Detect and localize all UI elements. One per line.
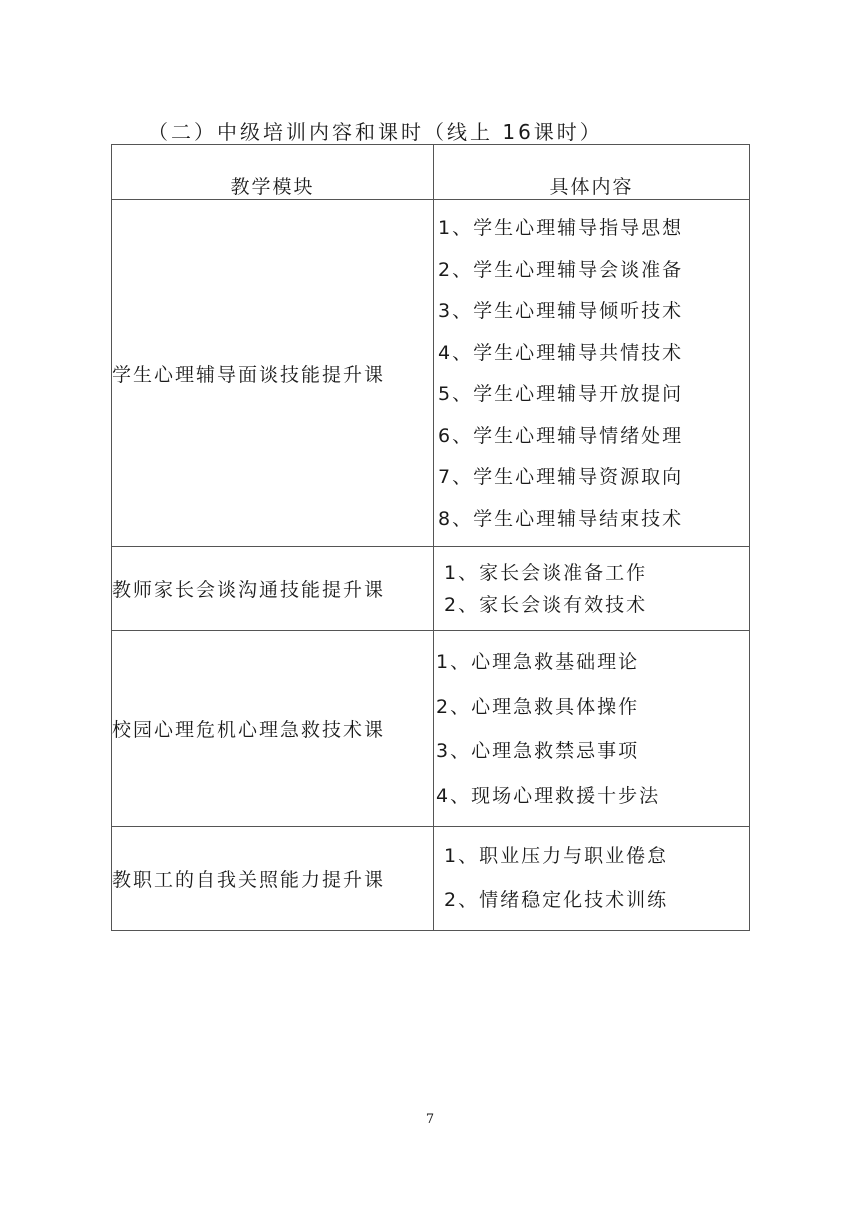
content-item: 1、心理急救基础理论 [436,651,640,673]
page-number: 7 [425,1112,435,1127]
content-list [434,200,750,547]
table-row [112,827,750,931]
content-item: 1、家长会谈准备工作 [444,562,648,584]
content-item: 3、学生心理辅导倾听技术 [438,300,684,322]
content-list [434,827,750,931]
content-item: 2、心理急救具体操作 [436,695,640,718]
content-item: 8、学生心理辅导结束技术 [438,507,684,530]
header-module: 教学模块 [112,145,434,200]
content-item: 6、学生心理辅导情绪处理 [438,424,684,447]
module-name: 学生心理辅导面谈技能提升课 [112,200,434,547]
module-name: 教职工的自我关照能力提升课 [112,827,434,931]
content-item: 1、学生心理辅导指导思想 [438,217,684,239]
content-item: 4、学生心理辅导共情技术 [438,341,684,364]
content-item: 2、家长会谈有效技术 [444,594,648,616]
course-table [111,144,750,931]
table-row [112,200,750,547]
table-row [112,631,750,827]
content-item: 2、学生心理辅导会谈准备 [438,258,684,281]
content-list [434,547,750,631]
content-item: 7、学生心理辅导资源取向 [438,466,684,488]
content-list [434,631,750,827]
header-content: 具体内容 [434,145,750,200]
module-name: 校园心理危机心理急救技术课 [112,631,434,827]
content-item: 4、现场心理救援十步法 [436,784,661,807]
content-item: 2、情绪稳定化技术训练 [444,889,669,911]
content-item: 1、职业压力与职业倦怠 [444,845,669,867]
content-item: 5、学生心理辅导开放提问 [438,383,684,405]
table-row [112,547,750,631]
content-item: 3、心理急救禁忌事项 [436,740,640,762]
section-heading: （二）中级培训内容和课时（线上 16课时） [148,120,603,144]
table-header-row [112,145,750,200]
module-name: 教师家长会谈沟通技能提升课 [112,547,434,631]
